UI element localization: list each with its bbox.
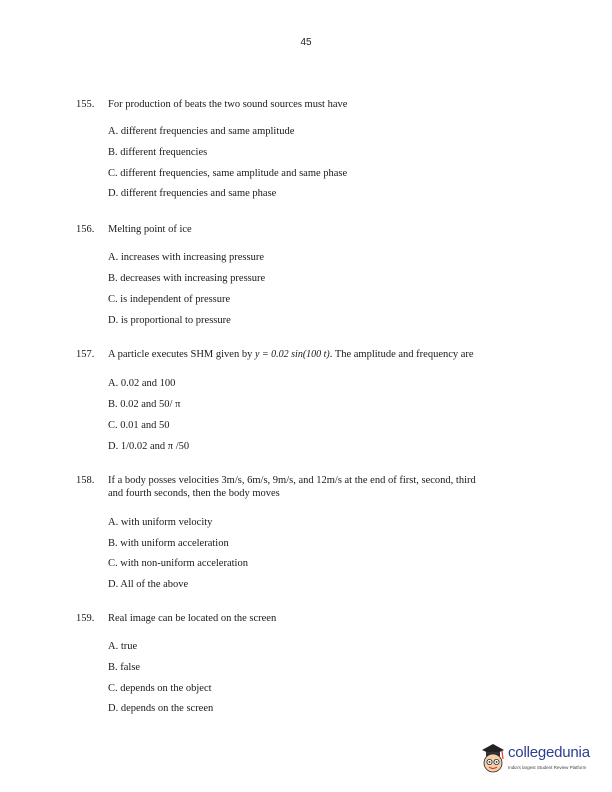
mascot-icon [478,738,508,778]
question-text: For production of beats the two sound sources must have [108,99,348,110]
question-text [108,348,548,361]
option-b: B. decreases with increasing pressure [108,273,266,284]
option-a: A. 0.02 and 100 [108,378,176,389]
option-b: B. false [108,662,141,673]
option-a: A. with uniform velocity [108,517,213,528]
page-number: 45 [300,37,312,48]
option-d: D. depends on the screen [108,703,214,714]
question-text-line-1: If a body posses velocities 3m/s, 6m/s, 9m/s, and 12m/s at the end of first, second, third [108,475,476,486]
option-c: C. 0.01 and 50 [108,420,170,431]
brand-tagline: India's largest Student Review Platform [508,765,587,770]
option-c: C. different frequencies, same amplitude and same phase [108,168,348,179]
question-number: 158. [76,475,95,486]
option-c: C. depends on the object [108,683,212,694]
collegedunia-logo [478,738,608,778]
option-b: B. 0.02 and 50/ π [108,399,181,410]
option-b: B. different frequencies [108,147,208,158]
question-text: Real image can be located on the screen [108,613,277,624]
option-d: D. 1/0.02 and π /50 [108,441,190,452]
question-number: 159. [76,613,95,624]
option-d: D. is proportional to pressure [108,315,231,326]
question-text-start: A particle executes SHM given by [108,349,253,360]
question-number: 156. [76,224,95,235]
question-text-end: . The amplitude and frequency are [329,349,474,360]
question-text: Melting point of ice [108,224,192,235]
option-b: B. with uniform acceleration [108,538,229,549]
option-d: D. different frequencies and same phase [108,188,277,199]
question-text-line-2: and fourth seconds, then the body moves [108,488,280,499]
brand-name: collegedunia [508,744,590,761]
option-c: C. is independent of pressure [108,294,231,305]
question-number: 155. [76,99,95,110]
shm-formula: y = 0.02 sin(100 t) [254,349,330,360]
option-a: A. different frequencies and same amplitude [108,126,295,137]
option-c: C. with non-uniform acceleration [108,558,248,569]
question-number: 157. [76,349,95,360]
option-d: D. All of the above [108,579,189,590]
option-a: A. increases with increasing pressure [108,252,264,263]
option-a: A. true [108,641,138,652]
